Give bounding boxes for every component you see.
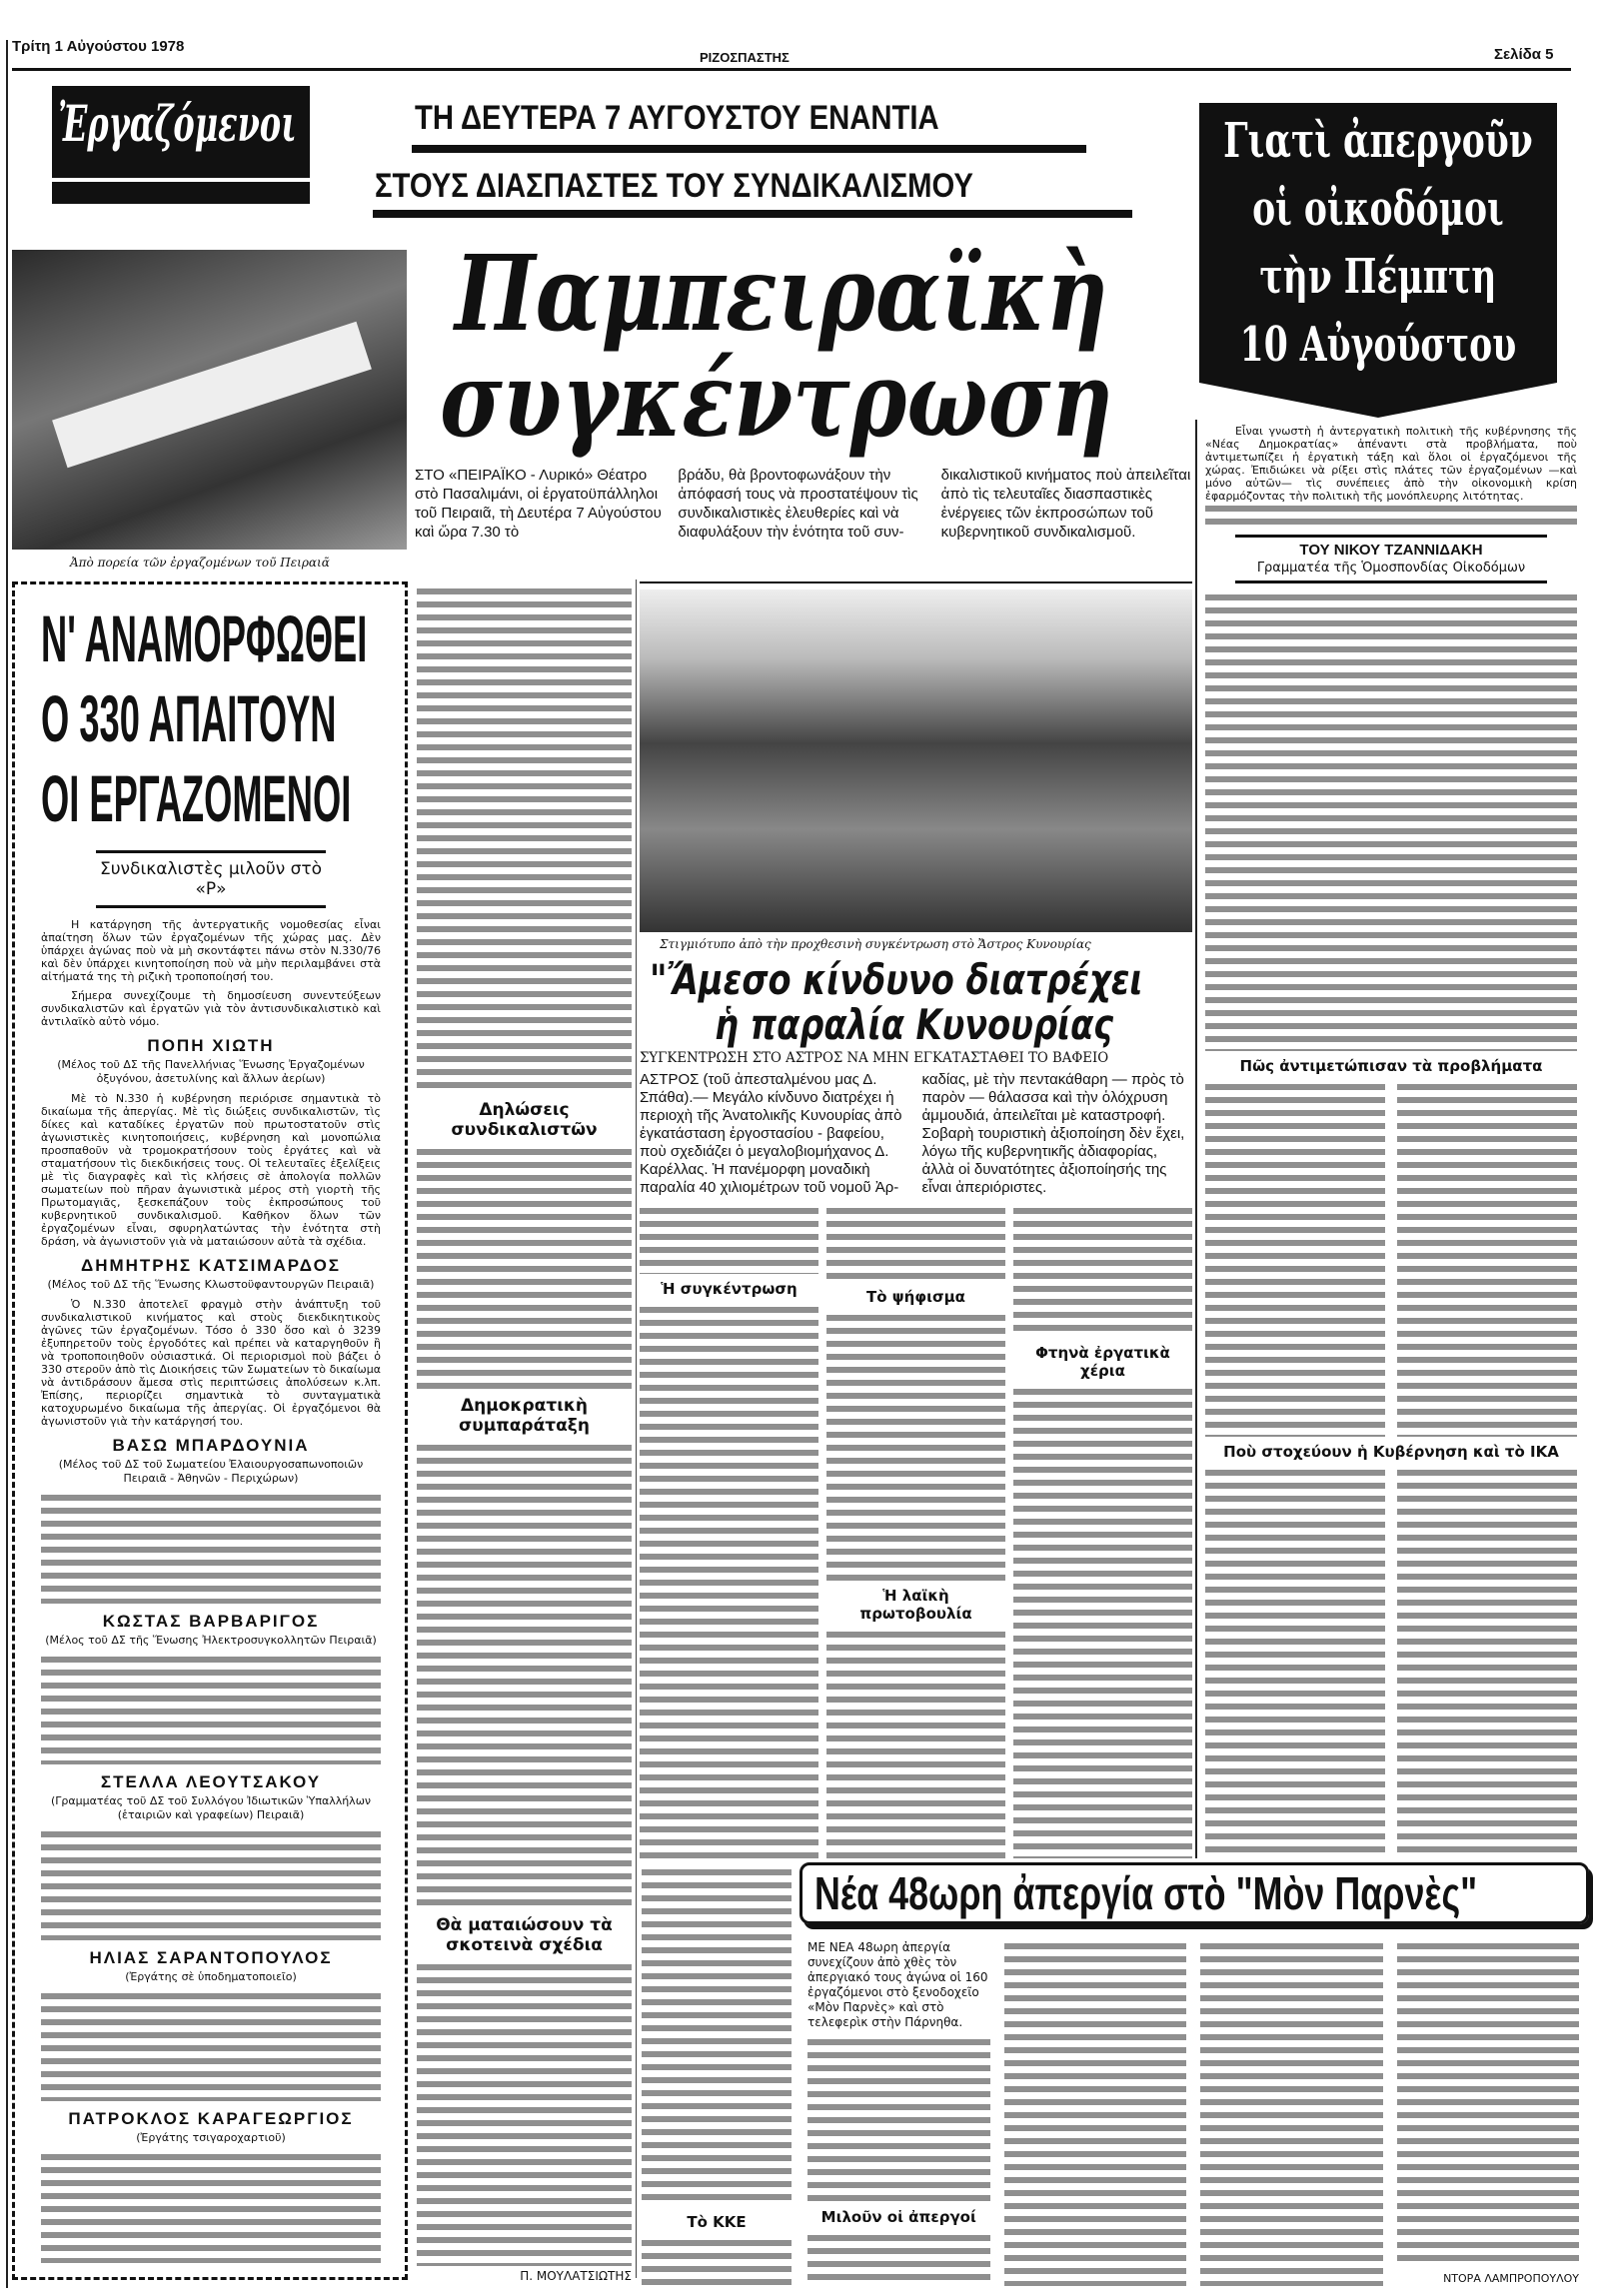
text-block [826, 1312, 1005, 1581]
main-story-byline: Π. ΜΟΥΛΑΤΣΙΩΤΗΣ [520, 2269, 632, 2283]
speaker-role: (Ἐργάτης σὲ ὑποδηματοποιεῖο) [125, 1969, 297, 1983]
builders-byline-role: Γραμματέα τῆς Ὁμοσπονδίας Οἰκοδόμων [1256, 561, 1526, 575]
subhead: Ἡ λαϊκὴ πρωτοβουλία [859, 1586, 972, 1623]
builders-byline-name: ΤΟΥ ΝΙΚΟΥ ΤΖΑΝΝΙΔΑΚΗ [1299, 542, 1483, 559]
subhead: Τὸ ΚΚΕ [687, 2213, 747, 2232]
subhead: Ποὺ στοχεύουν ἡ Κυβέρνηση καὶ τὸ ΙΚΑ [1223, 1442, 1559, 1461]
parnes-headline: Νέα 48ωρη ἀπεργία στὸ "Μὸν Παρνὲς" [814, 1867, 1478, 1919]
text-block [417, 1146, 632, 1390]
column-divider [1195, 420, 1197, 1858]
text-block [642, 1866, 792, 2207]
text-block [1205, 1467, 1385, 1853]
kynouria-continuation [642, 1866, 792, 2286]
builders-headline-line: οἱ οἰκοδόμοι [1252, 181, 1504, 237]
kynouria-subtitle: ΣΥΓΚΕΝΤΡΩΣΗ ΣΤΟ ΑΣΤΡΟΣ ΝΑ ΜΗΝ ΕΓΚΑΤΑΣΤΑΘΕΙ ΤΟ ΒΑΦΕΙΟ [640, 1050, 1109, 1066]
kynouria-article [640, 957, 1192, 1858]
speaker-text: Ὁ Ν.330 ἀποτελεῖ φραγμὸ στὴν ἀνάπτυξη τοῦ συνδικαλιστικοῦ κινήματος καὶ στοὺς διεκδικητικοὺς ἀγῶνες τῶν ἐργαζομένων. Τόσο ὁ 330 ὅσο καὶ ὁ 3239 ἐξυπηρετοῦν τοὺς ἐργοδότες καὶ πρέπει νὰ καταργηθοῦν ἢ νὰ τροποποιηθοῦν οὐσιαστικά. Οἱ περιορισμοὶ ποὺ βάζει ὁ 330 στεροῦν ἀπὸ τὶς Διοικήσεις τῶν Σωματείων τὸ δικαίωμα νὰ ἀντιδράσουν ἄμεσα στὶς περιπτώσεις ἀπολύσεων κ.λπ. Ἐπίσης, περιορίζει σημαντικὰ τὸ συνταγματικὰ κατοχυρωμένο δικαίωμα τῆς ἀπεργίας. Οἱ ἐργαζόμενοι θὰ ἀγωνιστοῦν γιὰ τὴν κατάργησή του. [41, 1298, 381, 1428]
headline-rule [412, 145, 1086, 153]
lead-row [415, 466, 1192, 542]
speaker-text: Μὲ τὸ Ν.330 ἡ κυβέρνηση περιόρισε σημαντικὰ τὸ δικαίωμα τῆς ἀπεργίας. Μὲ τὶς διώξεις συνδικαλιστῶν, τὶς δίκες καὶ καταδίκες ἐργατῶν ποὺ πρωτοστατοῦν στὶς ἀγωνιστικὲς κινητοποιήσεις, κυβέρνηση καὶ μονοπώλια προσπαθοῦν νὰ τρομοκρατήσουν τοὺς ἐργάτες καὶ νὰ σταματήσουν τὶς διεκδικήσεις τους. Οἱ τελευταῖες ἐξελίξεις μὲ τὶς διαγραφὲς καὶ τὶς κλήσεις σὲ ἀπολογία πολλῶν σωματείων ποὺ πῆραν ἀγωνιστικὰ μέρος στὴ γιορτὴ τῆς Πρωτομαγιᾶς, ξεσκεπάζουν τοὺς ἐκπροσώπους τοῦ κυβερνητικοῦ συνδικαλισμοῦ. Καθῆκον ὅλων τῶν ἐργαζομένων εἶναι, σφυρηλατώντας τὴν ἑνότητα στὴ δράση, νὰ ἀγωνιστοῦν γιὰ νὰ ματαιώσουν αὐτὰ τὰ σχέδια. [41, 1092, 381, 1248]
subhead: Δημοκρατικὴ συμπαράταξη [459, 1395, 590, 1436]
text-block [1397, 1081, 1577, 1437]
text-block [807, 2036, 990, 2202]
text-block [417, 1442, 632, 1909]
n330-box [12, 581, 408, 2280]
text-block [41, 1654, 381, 1765]
paper-name: ΡΙΖΟΣΠΑΣΤΗΣ [700, 50, 790, 65]
text-block [417, 585, 632, 1094]
n330-headline-line: Ο 330 ΑΠΑΙΤΟΥΝ [41, 681, 337, 755]
speaker-name: ΗΛΙΑΣ ΣΑΡΑΝΤΟΠΟΥΛΟΣ [89, 1947, 333, 1967]
builders-headline-line: Γιατὶ ἀπεργοῦν [1223, 113, 1533, 169]
top-headline-line1: ΤΗ ΔΕΥΤΕΡΑ 7 ΑΥΓΟΥΣΤΟΥ ΕΝΑΝΤΙΑ [415, 99, 939, 137]
kynouria-headline-line2: ἡ παραλία Κυνουρίας [715, 1000, 1114, 1049]
text-block [640, 1304, 818, 1858]
subhead: Δηλώσεις συνδικαλιστῶν [451, 1099, 598, 1140]
n330-headline-line: Ν' ΑΝΑΜΟΡΦΩΘΕΙ [41, 601, 368, 675]
page-edge [6, 40, 8, 2288]
builders-headline-line: τὴν Πέμπτη [1259, 249, 1497, 305]
builders-headline [1199, 107, 1557, 379]
box-arrow [1199, 383, 1557, 418]
top-headline-line2: ΣΤΟΥΣ ΔΙΑΣΠΑΣΤΕΣ ΤΟΥ ΣΥΝΔΙΚΑΛΙΣΜΟΥ [375, 167, 973, 205]
subhead: Θὰ ματαιώσουν τὰ σκοτεινὰ σχέδια [436, 1914, 613, 1955]
text-block [1004, 1940, 1187, 2286]
text-block [1013, 1386, 1192, 1858]
builders-headline-line: 10 Αὐγούστου [1239, 317, 1517, 373]
n330-intro: Η κατάργηση τῆς ἀντεργατικῆς νομοθεσίας εἶναι ἀπαίτηση ὅλων τῶν ἐργαζομένων τῆς χώρας μας. Δὲν ὑπάρχει ἀγώνας ποὺ νὰ μὴ σκοντάφτει πάνω στὸν Ν.330/76 καὶ δὲν ὑπάρχει κινητοποίηση ποὺ νὰ μὴν περιλαμβάνει στὰ αἰτήματά της τὴ ριζικὴ τροποποίησή του. [41, 918, 381, 983]
n330-headline-line: ΟΙ ΕΡΓΑΖΟΜΕΝΟΙ [41, 761, 352, 835]
photo-astros-rally [640, 589, 1192, 932]
headline-rule [373, 210, 1132, 218]
parnes-byline: ΝΤΟΡΑ ΛΑΜΠΡΟΠΟΥΛΟΥ [1443, 2272, 1579, 2285]
protest-banner [52, 322, 372, 468]
text-block [807, 2232, 990, 2286]
text-block [41, 2151, 381, 2263]
lead-paragraph: δικαλιστικοῦ κινήματος ποὺ ἀπειλεῖται ἀπὸ τὶς τελευταῖες διασπαστικὲς ἐνέργειες τῶν ἐκπροσώπων τοῦ κυβερνητικοῦ συνδικαλισμοῦ. [940, 467, 1191, 541]
lead-paragraph: βράδυ, θὰ βροντοφωνάξουν τὴν ἀπόφασή τους νὰ προστατέψουν τὶς συνδικαλιστικὲς ἐλευθερίες καὶ νὰ διαφυλάξουν τὴν ἑνότητα τοῦ συν- [678, 467, 918, 541]
section-logo-text: Ἐργαζόμενοι [58, 94, 297, 153]
lead-paragraph: ΣΤΟ «ΠΕΙΡΑΪΚΟ - Λυρικό» Θέατρο στὸ Πασαλιμάνι, οἱ ἐργατοϋπάλληλοι τοῦ Πειραιᾶ, τὴ Δευτέρα 7 Αὐγούστου καὶ ὥρα 7.30 τὸ [415, 467, 662, 541]
kynouria-columns [640, 1205, 1192, 1858]
issue-date: Τρίτη 1 Αὐγούστου 1978 [12, 38, 185, 55]
text-block [1205, 1081, 1385, 1437]
text-block [1397, 1940, 1580, 2268]
kynouria-lead: καδίας, μὲ τὴν πεντακάθαρη — πρὸς τὸ παρὸν — θάλασσα καὶ τὴν ὁλόχρυση ἀμμουδιά, ἀπειλεῖται μὲ καταστροφή. Σοβαρὴ τουριστικὴ ἀξιοποίηση δὲν ἔχει, λόγω τῆς κυβερνητικῆς ἀδιαφορίας, ἀλλὰ οἱ δυνατότητες ἀξιοποίησής της εἶναι ἀπεριόριστες. [921, 1071, 1185, 1196]
text-block [1013, 1205, 1192, 1338]
text-block [417, 1961, 632, 2266]
speaker-role: (Μέλος τοῦ ΔΣ τῆς Ἕνωσης Ἠλεκτροσυγκολλητῶν Πειραιᾶ) [45, 1633, 377, 1647]
n330-intro: Σήμερα συνεχίζουμε τὴ δημοσίευση συνεντεύξεων συνδικαλιστῶν καὶ ἐργατῶν γιὰ τὸν ἀντισυνδικαλιστικὸ καὶ ἀντιλαϊκὸ αὐτὸ νόμο. [41, 989, 381, 1028]
text-block [1397, 1467, 1577, 1853]
text-block [41, 1990, 381, 2102]
builders-headline-box [1199, 103, 1557, 383]
parnes-headline-box [800, 1862, 1589, 1924]
logo-stripe [52, 178, 310, 182]
speaker-name: ΣΤΕΛΛΑ ΛΕΟΥΤΣΑΚΟΥ [100, 1772, 322, 1792]
main-title-line2: συγκέντρωση [440, 338, 1113, 461]
speaker-role: (Ἐργάτης τσιγαροχαρτιοῦ) [136, 2131, 286, 2145]
rule [640, 581, 1192, 583]
text-block [41, 1492, 381, 1604]
speaker-role: (Μέλος τοῦ ΔΣ τῆς Ἕνωσης Κλωστοϋφαντουργῶν Πειραιᾶ) [47, 1278, 375, 1291]
text-block [1205, 591, 1577, 1051]
text-block [41, 1828, 381, 1940]
parnes-columns [807, 1940, 1579, 2286]
photo-caption: Στιγμιότυπο ἀπὸ τὴν προχθεσινὴ συγκέντρωση στὸ Ἄστρος Κυνουρίας [660, 937, 1091, 951]
builders-byline [1235, 535, 1547, 583]
speaker-name: ΠΟΠΗ ΧΙΩΤΗ [147, 1036, 275, 1055]
speaker-name: ΚΩΣΤΑΣ ΒΑΡΒΑΡΙΓΟΣ [102, 1611, 320, 1631]
speaker-role: (Γραμματέας τοῦ ΔΣ τοῦ Συλλόγου Ἰδιωτικῶν Ὑπαλλήλων (ἑταιριῶν καὶ γραφείων) Πειραιᾶ) [50, 1794, 372, 1822]
text-block [640, 1205, 818, 1274]
speaker-name: ΔΗΜΗΤΡΗΣ ΚΑΤΣΙΜΑΡΔΟΣ [80, 1256, 341, 1275]
text-block [642, 2237, 792, 2286]
speaker-name: ΒΑΣΩ ΜΠΑΡΔΟΥΝΙΑ [112, 1436, 310, 1455]
subhead: Τὸ ψήφισμα [866, 1287, 965, 1306]
speaker-name: ΠΑΤΡΟΚΛΟΣ ΚΑΡΑΓΕΩΡΓΙΟΣ [68, 2109, 354, 2129]
main-story-column [417, 585, 632, 2284]
text-block [826, 1629, 1005, 1858]
photo-piraeus-march [12, 250, 407, 550]
page-number: Σελίδα 5 [1494, 46, 1554, 63]
photo-caption: Ἀπὸ πορεία τῶν ἐργαζομένων τοῦ Πειραιᾶ [70, 556, 330, 570]
kynouria-lead: ΑΣΤΡΟΣ (τοῦ ἀπεσταλμένου μας Δ. Σπάθα).— Μεγάλο κίνδυνο διατρέχει ἡ περιοχὴ τῆς Ἀνατολικῆς Κυνουρίας ἀπὸ ἐγκατάσταση ἐργοστασίου - βαφείου, ποὺ σχεδιάζει ὁ μεγαλοβιομήχανος Δ. Καρέλλας. Ἡ πανέμορφη μοναδικὴ παραλία 40 χιλιομέτρων τοῦ νομοῦ Ἀρ- [640, 1071, 902, 1196]
text-block [1200, 1940, 1383, 2286]
parnes-lead: ΜΕ ΝΕΑ 48ωρη ἀπεργία συνεχίζουν ἀπὸ χθὲς τὸν ἀπεργιακό τους ἀγώνα οἱ 160 ἐργαζόμενοι στὸ ξενοδοχεῖο «Μὸν Παρνὲς» καὶ στὸ τελεφερὶκ στὴν Πάρνηθα. [807, 1940, 988, 2029]
speaker-role: (Μέλος τοῦ ΔΣ τῆς Πανελλήνιας Ἕνωσης Ἐργαζομένων ὀξυγόνου, ἀσετυλίνης καὶ ἄλλων ἀερίων) [57, 1058, 365, 1085]
n330-subtitle: Συνδικαλιστὲς μιλοῦν στὸ «Ρ» [96, 850, 326, 908]
masthead-rule [12, 68, 1571, 71]
text-block [826, 1205, 1005, 1282]
subhead: Μιλοῦν οἱ ἀπεργοί [820, 2208, 976, 2227]
text-block [1205, 503, 1577, 529]
kynouria-headline-line1: "Ἄμεσο κίνδυνο διατρέχει [650, 955, 1143, 1004]
builders-intro: Εἶναι γνωστὴ ἡ ἀντεργατικὴ πολιτικὴ τῆς κυβέρνησης τῆς «Νέας Δημοκρατίας» ἀπέναντι στὰ προβλήματα, ποὺ ἀντιμετωπίζει ἡ ἐργατικὴ τάξη καὶ ὅλοι οἱ ἐργαζόμενοι τῆς χώρας. Ἐπιδιώκει νὰ ρίξει στὶς πλάτες τῶν ἐργαζομένων —καὶ μόνο αὐτῶν— τὶς συνέπειες ἀπὸ τὴν οἰκονομικὴ κρίση ἐφαρμόζοντας τὴν πολιτικὴ τῆς μονόπλευρης λιτότητας. [1205, 425, 1577, 503]
builders-article [1205, 425, 1577, 1853]
subhead: Ἡ συγκέντρωση [661, 1280, 798, 1299]
speaker-role: (Μέλος τοῦ ΔΣ τοῦ Σωματείου Ἐλαιουργοσαπωνοποιῶν Πειραιᾶ - Ἀθηνῶν - Περιχώρων) [58, 1458, 364, 1485]
subhead: Φτηνὰ ἐργατικὰ χέρια [1035, 1343, 1170, 1380]
column-divider [636, 579, 637, 2278]
main-title-line1: Παμπειραϊκὴ [455, 232, 1108, 355]
subhead: Πῶς ἀντιμετώπισαν τὰ προβλήματα [1239, 1057, 1543, 1076]
section-logo [52, 86, 310, 204]
